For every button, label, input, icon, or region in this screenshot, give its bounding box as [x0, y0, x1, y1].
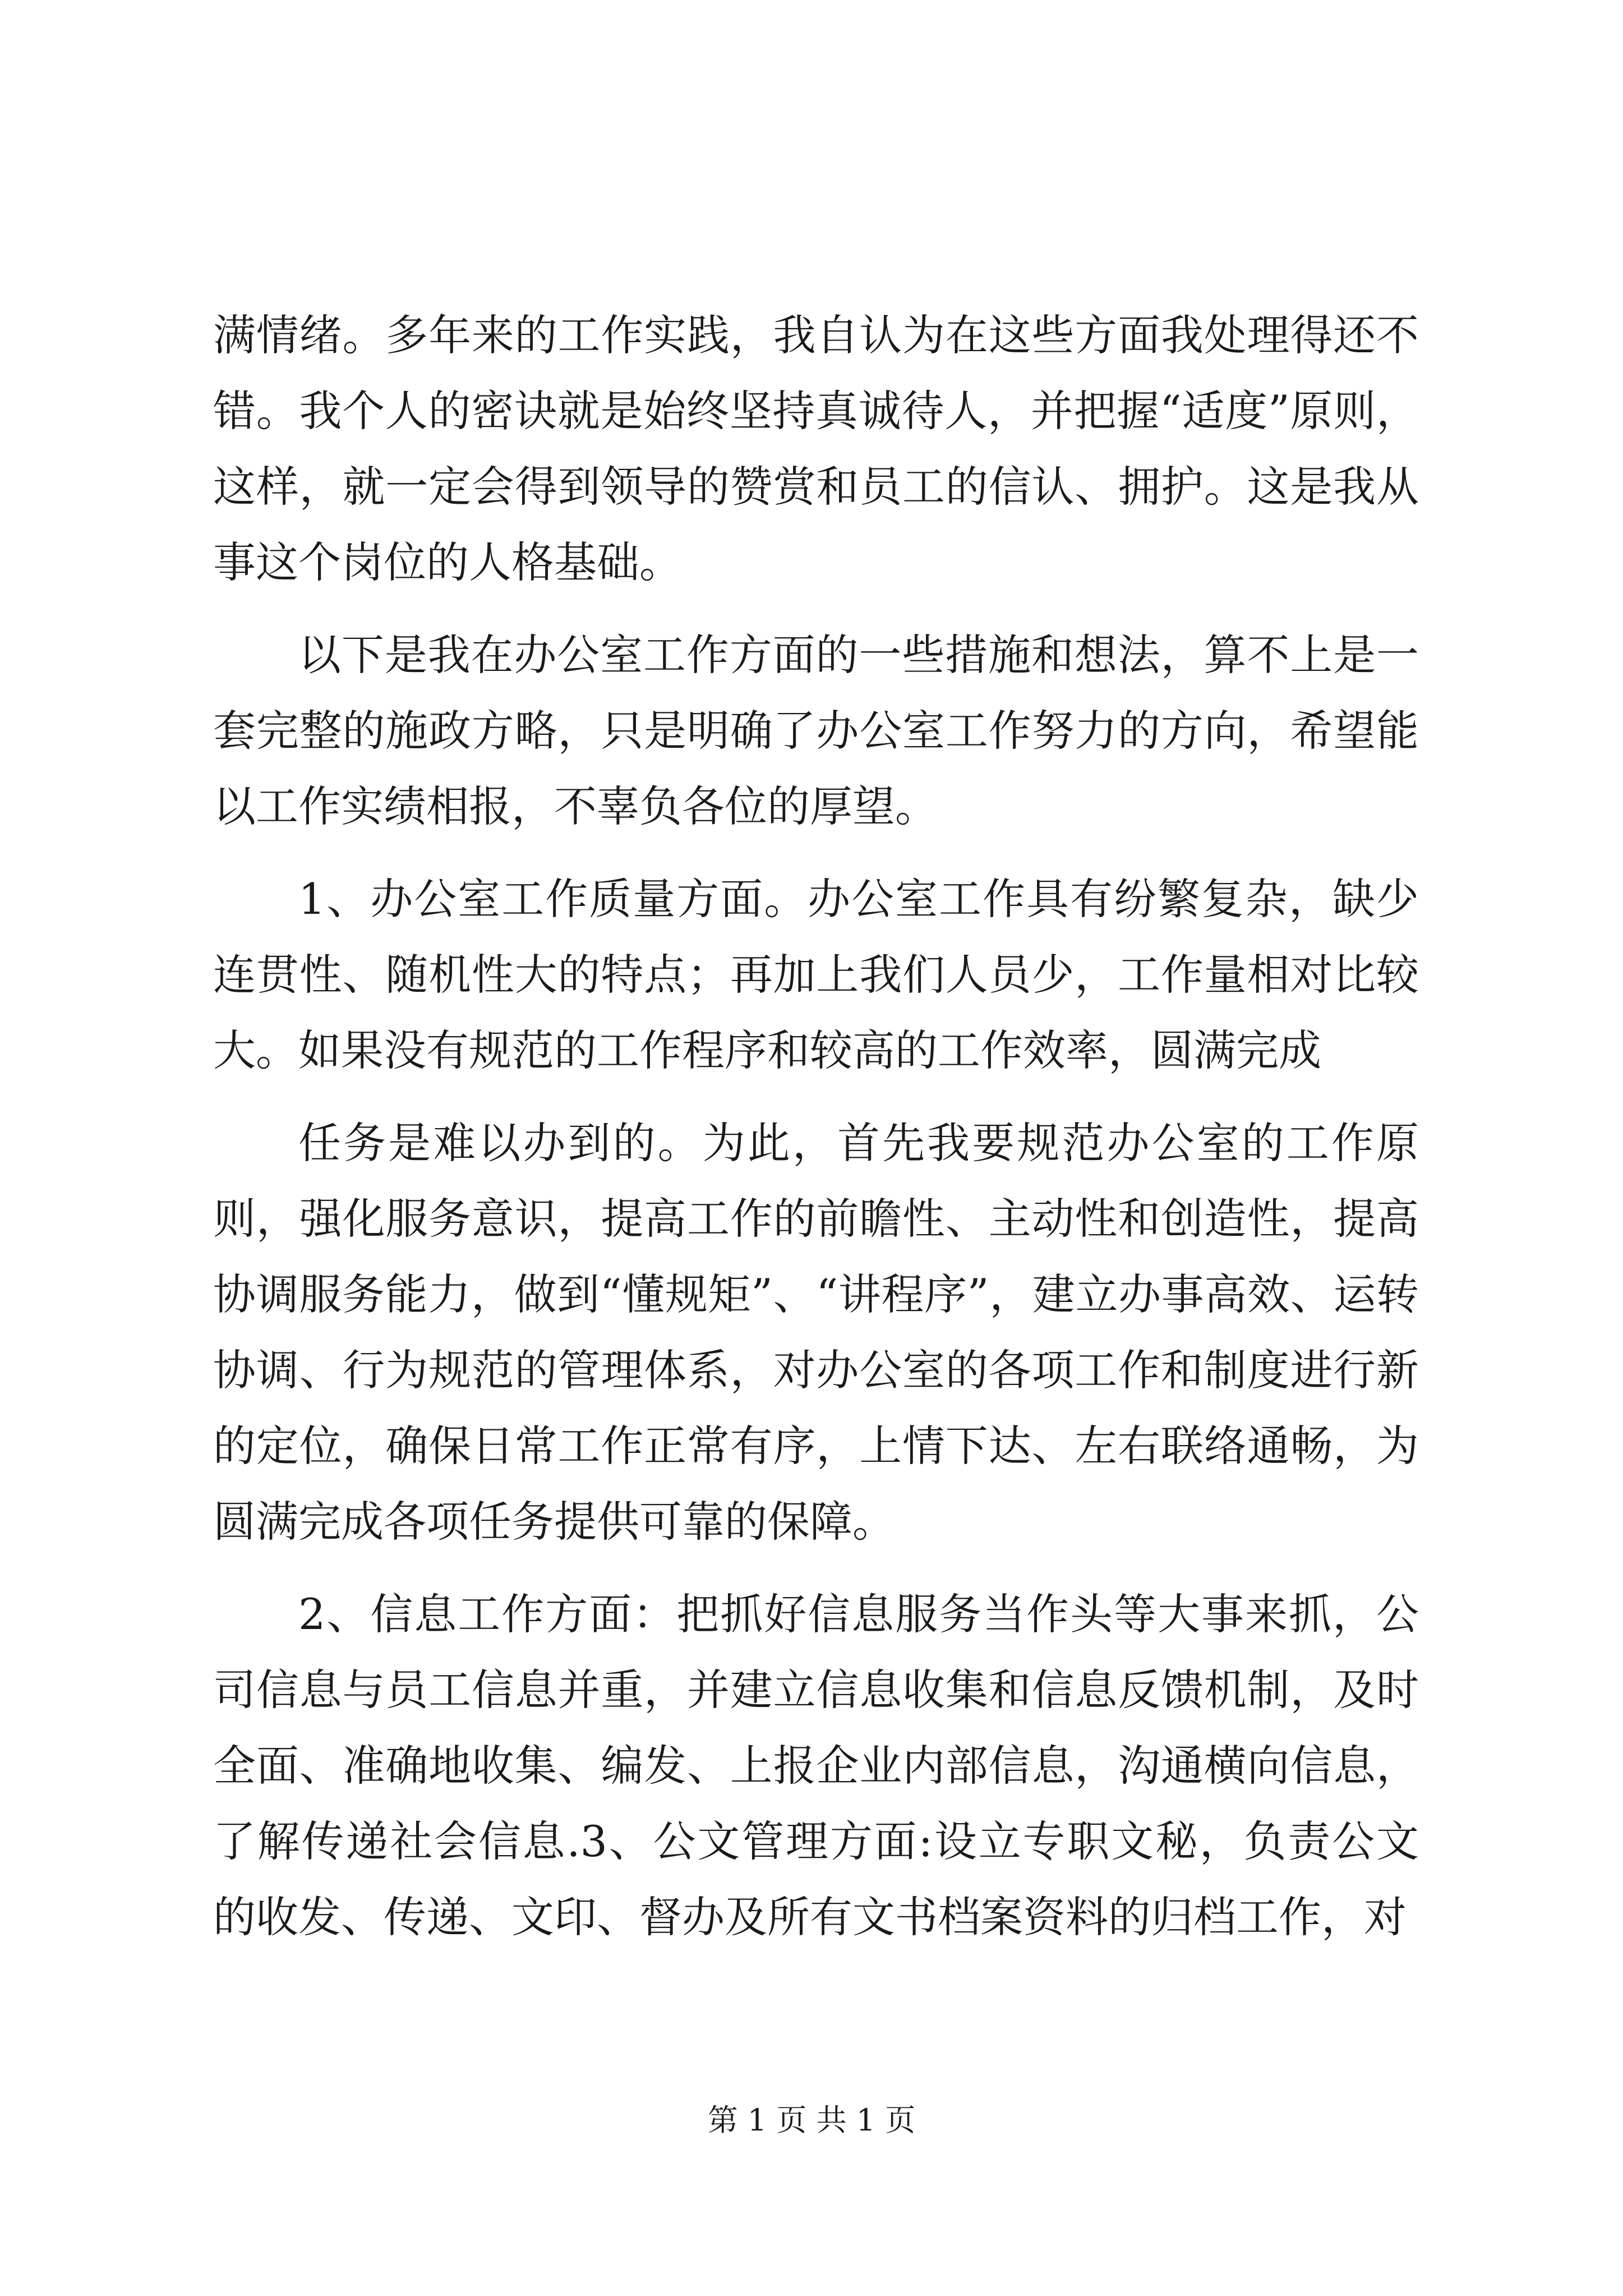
paragraph-1: 满情绪。多年来的工作实践，我自认为在这些方面我处理得还不错。我个人的密诀就是始终坚持真诚待人，并把握“适度”原则，这样，就一定会得到领导的赞赏和员工的信认、拥护。这是我从事这个岗位的人格基础。	[213, 310, 1419, 587]
page-number-footer: 第 1 页 共 1 页	[707, 2102, 916, 2138]
paragraph-4: 任务是难以办到的。为此，首先我要规范办公室的工作原则，强化服务意识，提高工作的前瞻性、主动性和创造性，提高协调服务能力，做到“懂规矩”、“讲程序”，建立办事高效、运转协调、行为规范的管理体系，对办公室的各项工作和制度进行新的定位，确保日常工作正常有序，上情下达、左右联络通畅，为圆满完成各项任务提供可靠的保障。	[213, 1118, 1419, 1547]
paragraph-2: 以下是我在办公室工作方面的一些措施和想法，算不上是一套完整的施政方略，只是明确了办公室工作努力的方向，希望能以工作实绩相报，不辜负各位的厚望。	[213, 630, 1419, 831]
paragraph-5: 2、信息工作方面：把抓好信息服务当作头等大事来抓，公司信息与员工信息并重，并建立信息收集和信息反馈机制，及时全面、准确地收集、编发、上报企业内部信息，沟通横向信息，了解传递社会信息.3、公文管理方面:设立专职文秘，负责公文的收发、传递、文印、督办及所有文书档案资料的归档工作，对	[213, 1589, 1419, 1942]
document-body	[213, 297, 1419, 1972]
paragraph-3: 1、办公室工作质量方面。办公室工作具有纷繁复杂，缺少连贯性、随机性大的特点；再加上我们人员少，工作量相对比较大。如果没有规范的工作程序和较高的工作效率，圆满完成	[213, 874, 1419, 1075]
